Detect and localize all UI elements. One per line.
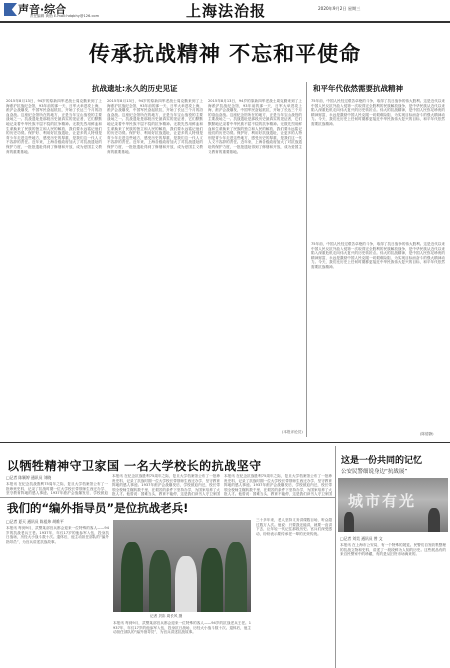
mid-story-text-2: 本报讯 在纪念抗战胜利75周年之际，复旦大学档案馆公布了一批珍贵史料，记录了抗战时期一位大学校长带领师生西迁办学、坚守教育阵地的感人事迹。1937年淞沪会战爆发后，学校被迫内迁，校长带领全校师生辗转数千里，在艰苦的条件下坚持办学，为国家培养了大批人才。他曾说：国难当头，教育不能停，这是我们读书人守卫家国 xyxy=(112,474,220,496)
bottom-story-text-right: 三十多年来，老人坚持义务讲课数百场，听众超过数万人次。他说：只要我还能讲，就要一直讲下去，让年轻一代记住那段历史。官兵们深受感动，纷纷表示要传承老一辈的光荣传统。 xyxy=(256,518,332,536)
bottom-story-byline: □记者 夏天 通讯员 陈祖炜 胡维平 xyxy=(6,519,64,524)
photo-figure xyxy=(149,550,171,612)
bottom-rule xyxy=(0,497,335,498)
photo-figure xyxy=(201,548,223,612)
photo-figure xyxy=(428,508,440,532)
editor-line: 责任编辑 黄怡 E-mail:hdqbhy@126.com xyxy=(30,14,100,18)
section-name: 声音·综合 xyxy=(18,3,67,16)
photo-figure xyxy=(344,512,354,532)
header-rule xyxy=(0,21,450,23)
right-story-divider xyxy=(335,446,336,668)
mid-story-byline: □记者 陈颖婷 通讯员 刘晓 xyxy=(6,475,52,480)
bottom-story-text-left: 本报讯 每到9月，武警某部官兵都会迎来一位特殊的客人——94岁的抗战老兵王老。1937年，年仅17岁的他参军入伍，投身抗日战场，历经大小战斗数十次。退休后，他主动担任部队的“编外指导员”，为官兵讲述抗战故事。 xyxy=(6,526,109,544)
left-column-title: 抗战遗址:永久的历史见证 xyxy=(92,84,178,93)
section-logo-icon xyxy=(4,3,17,16)
paper-name: 上海法治报 xyxy=(186,2,267,20)
column-divider xyxy=(306,82,307,437)
right-story-title: 这是一份共同的记忆 xyxy=(341,456,423,466)
mid-story-title: 以牺牲精神守卫家国 一名大学校长的抗战坚守 xyxy=(7,459,262,473)
right-column-sign: (陈德静) xyxy=(420,432,434,436)
photo-caption-text: 城市有光 xyxy=(348,492,417,510)
right-column-text-2: 75年前，中国人民经过艰苦卓绝的斗争，取得了抗日战争的伟大胜利。这是近代以来中国人民反抗外敌入侵第一次取得完全胜利的民族解放战争，是中华民族从近代以来陷入深重危机走向伟大复兴的历史转折点。伟大的抗战精神，是中国人民弥足珍贵的精神财富，永远是激励中国人民克服一切艰难险阻、为实现目标而奋斗的强大精神动力。今天，我们比历史上任何时期都更接近中华民族伟大复兴的目标，和平年代依然需要抗战精神。 xyxy=(311,242,445,269)
left-column-text-1: 2015年8月13日，94岁的原新四军老战士周克勤来到了上海淞沪抗战纪念馆，93年前的那一天，日军大举进攻上海，淞沪会战爆发，中国军民奋起抵抗，开始了长达三个月的浴血奋战。这座纪念馆所在的地方，正是当年宝山战役的主要战场之一。抗战遗址是那段历史最真实的见证者，它们默默地记录着中华民族不屈不挠的抗争精神。无数先烈用鲜血和生命换来了民族的独立和人民的解放，我们要永远铭记他们的历史功绩。保护好、利用好抗战遗址，让更多的人特别是青少年走进这些地方，感受历史的厚重，是我们这一代人义不容辞的责任。近年来，上海各级政府加大了对抗战遗址的保护力度，一批批遗址得到了修缮和开放，成为爱国主义教育的重要基地。 xyxy=(6,99,102,154)
photo-figure xyxy=(225,542,247,612)
bottom-story-title: 我们的“编外指导员”是位抗战老兵! xyxy=(7,501,189,515)
photo-figure xyxy=(121,542,143,612)
bottom-story-text-mid: 本报讯 每到9月，武警某部官兵都会迎来一位特殊的客人——94岁的抗战老兵王老。1937年，年仅17岁的他参军入伍，投身抗日战场，历经大小战斗数十次。退休后，他主动担任部队的“编外指导员”，为官兵讲述抗战故事。 xyxy=(113,621,251,635)
mid-story-text-3: 本报讯 在纪念抗战胜利75周年之际，复旦大学档案馆公布了一批珍贵史料，记录了抗战时期一位大学校长带领师生西迁办学、坚守教育阵地的感人事迹。1937年淞沪会战爆发后，学校被迫内迁，校长带领全校师生辗转数千里，在艰苦的条件下坚持办学，为国家培养了大批人才。他曾说：国难当头，教育不能停，这是我们读书人守卫家国 xyxy=(224,474,332,496)
left-column-sign: (本报评论员) xyxy=(282,430,303,434)
left-column-text-2: 2015年8月13日，94岁的原新四军老战士周克勤来到了上海淞沪抗战纪念馆，93年前的那一天，日军大举进攻上海，淞沪会战爆发，中国军民奋起抵抗，开始了长达三个月的浴血奋战。这座纪念馆所在的地方，正是当年宝山战役的主要战场之一。抗战遗址是那段历史最真实的见证者，它们默默地记录着中华民族不屈不挠的抗争精神。无数先烈用鲜血和生命换来了民族的独立和人民的解放，我们要永远铭记他们的历史功绩。保护好、利用好抗战遗址，让更多的人特别是青少年走进这些地方，感受历史的厚重，是我们这一代人义不容辞的责任。近年来，上海各级政府加大了对抗战遗址的保护力度，一批批遗址得到了修缮和开放，成为爱国主义教育的重要基地。 xyxy=(107,99,203,154)
right-column-text-1: 75年前，中国人民经过艰苦卓绝的斗争，取得了抗日战争的伟大胜利。这是近代以来中国人民反抗外敌入侵第一次取得完全胜利的民族解放战争，是中华民族从近代以来陷入深重危机走向伟大复兴的历史转折点。伟大的抗战精神，是中国人民弥足珍贵的精神财富，永远是激励中国人民克服一切艰难险阻、为实现目标而奋斗的强大精神动力。今天，我们比历史上任何时期都更接近中华民族伟大复兴的目标，和平年代依然需要抗战精神。 xyxy=(311,99,445,126)
date-line: 2020年9月2日 星期三 xyxy=(318,6,361,11)
mid-story-text-1: 本报讯 在纪念抗战胜利75周年之际，复旦大学档案馆公布了一批珍贵史料，记录了抗战时期一位大学校长带领师生西迁办学、坚守教育阵地的感人事迹。1937年淞沪会战爆发后，学校被迫 xyxy=(6,482,108,496)
bottom-story-photo xyxy=(113,520,251,612)
bottom-photo-caption: 记者 贝彩 周长风 摄 xyxy=(150,614,183,618)
section-rule xyxy=(0,442,450,443)
page-headline: 传承抗战精神 不忘和平使命 xyxy=(88,42,362,66)
right-story-text: 本报讯 在上海市公安局，有一个特殊的展览。民警们自发收集整理的抗战文物和史料，讲述了一段段鲜为人知的历史。这些展品有的来自民警家中的珍藏，有的是从旧货市场淘来的。 xyxy=(340,543,446,557)
right-story-photo xyxy=(338,478,448,532)
right-story-byline: □记者 刘昊 通讯员 曾 文 xyxy=(340,536,383,541)
left-column-text-3: 2015年8月13日，94岁的原新四军老战士周克勤来到了上海淞沪抗战纪念馆，93年前的那一天，日军大举进攻上海，淞沪会战爆发，中国军民奋起抵抗，开始了长达三个月的浴血奋战。这座纪念馆所在的地方，正是当年宝山战役的主要战场之一。抗战遗址是那段历史最真实的见证者，它们默默地记录着中华民族不屈不挠的抗争精神。无数先烈用鲜血和生命换来了民族的独立和人民的解放，我们要永远铭记他们的历史功绩。保护好、利用好抗战遗址，让更多的人特别是青少年走进这些地方，感受历史的厚重，是我们这一代人义不容辞的责任。近年来，上海各级政府加大了对抗战遗址的保护力度，一批批遗址得到了修缮和开放，成为爱国主义教育的重要基地。 xyxy=(208,99,302,154)
right-column-title: 和平年代依然需要抗战精神 xyxy=(313,84,403,93)
photo-figure xyxy=(175,556,197,612)
right-story-subtitle: 公安民警细说身边“抗战展” xyxy=(341,469,408,475)
